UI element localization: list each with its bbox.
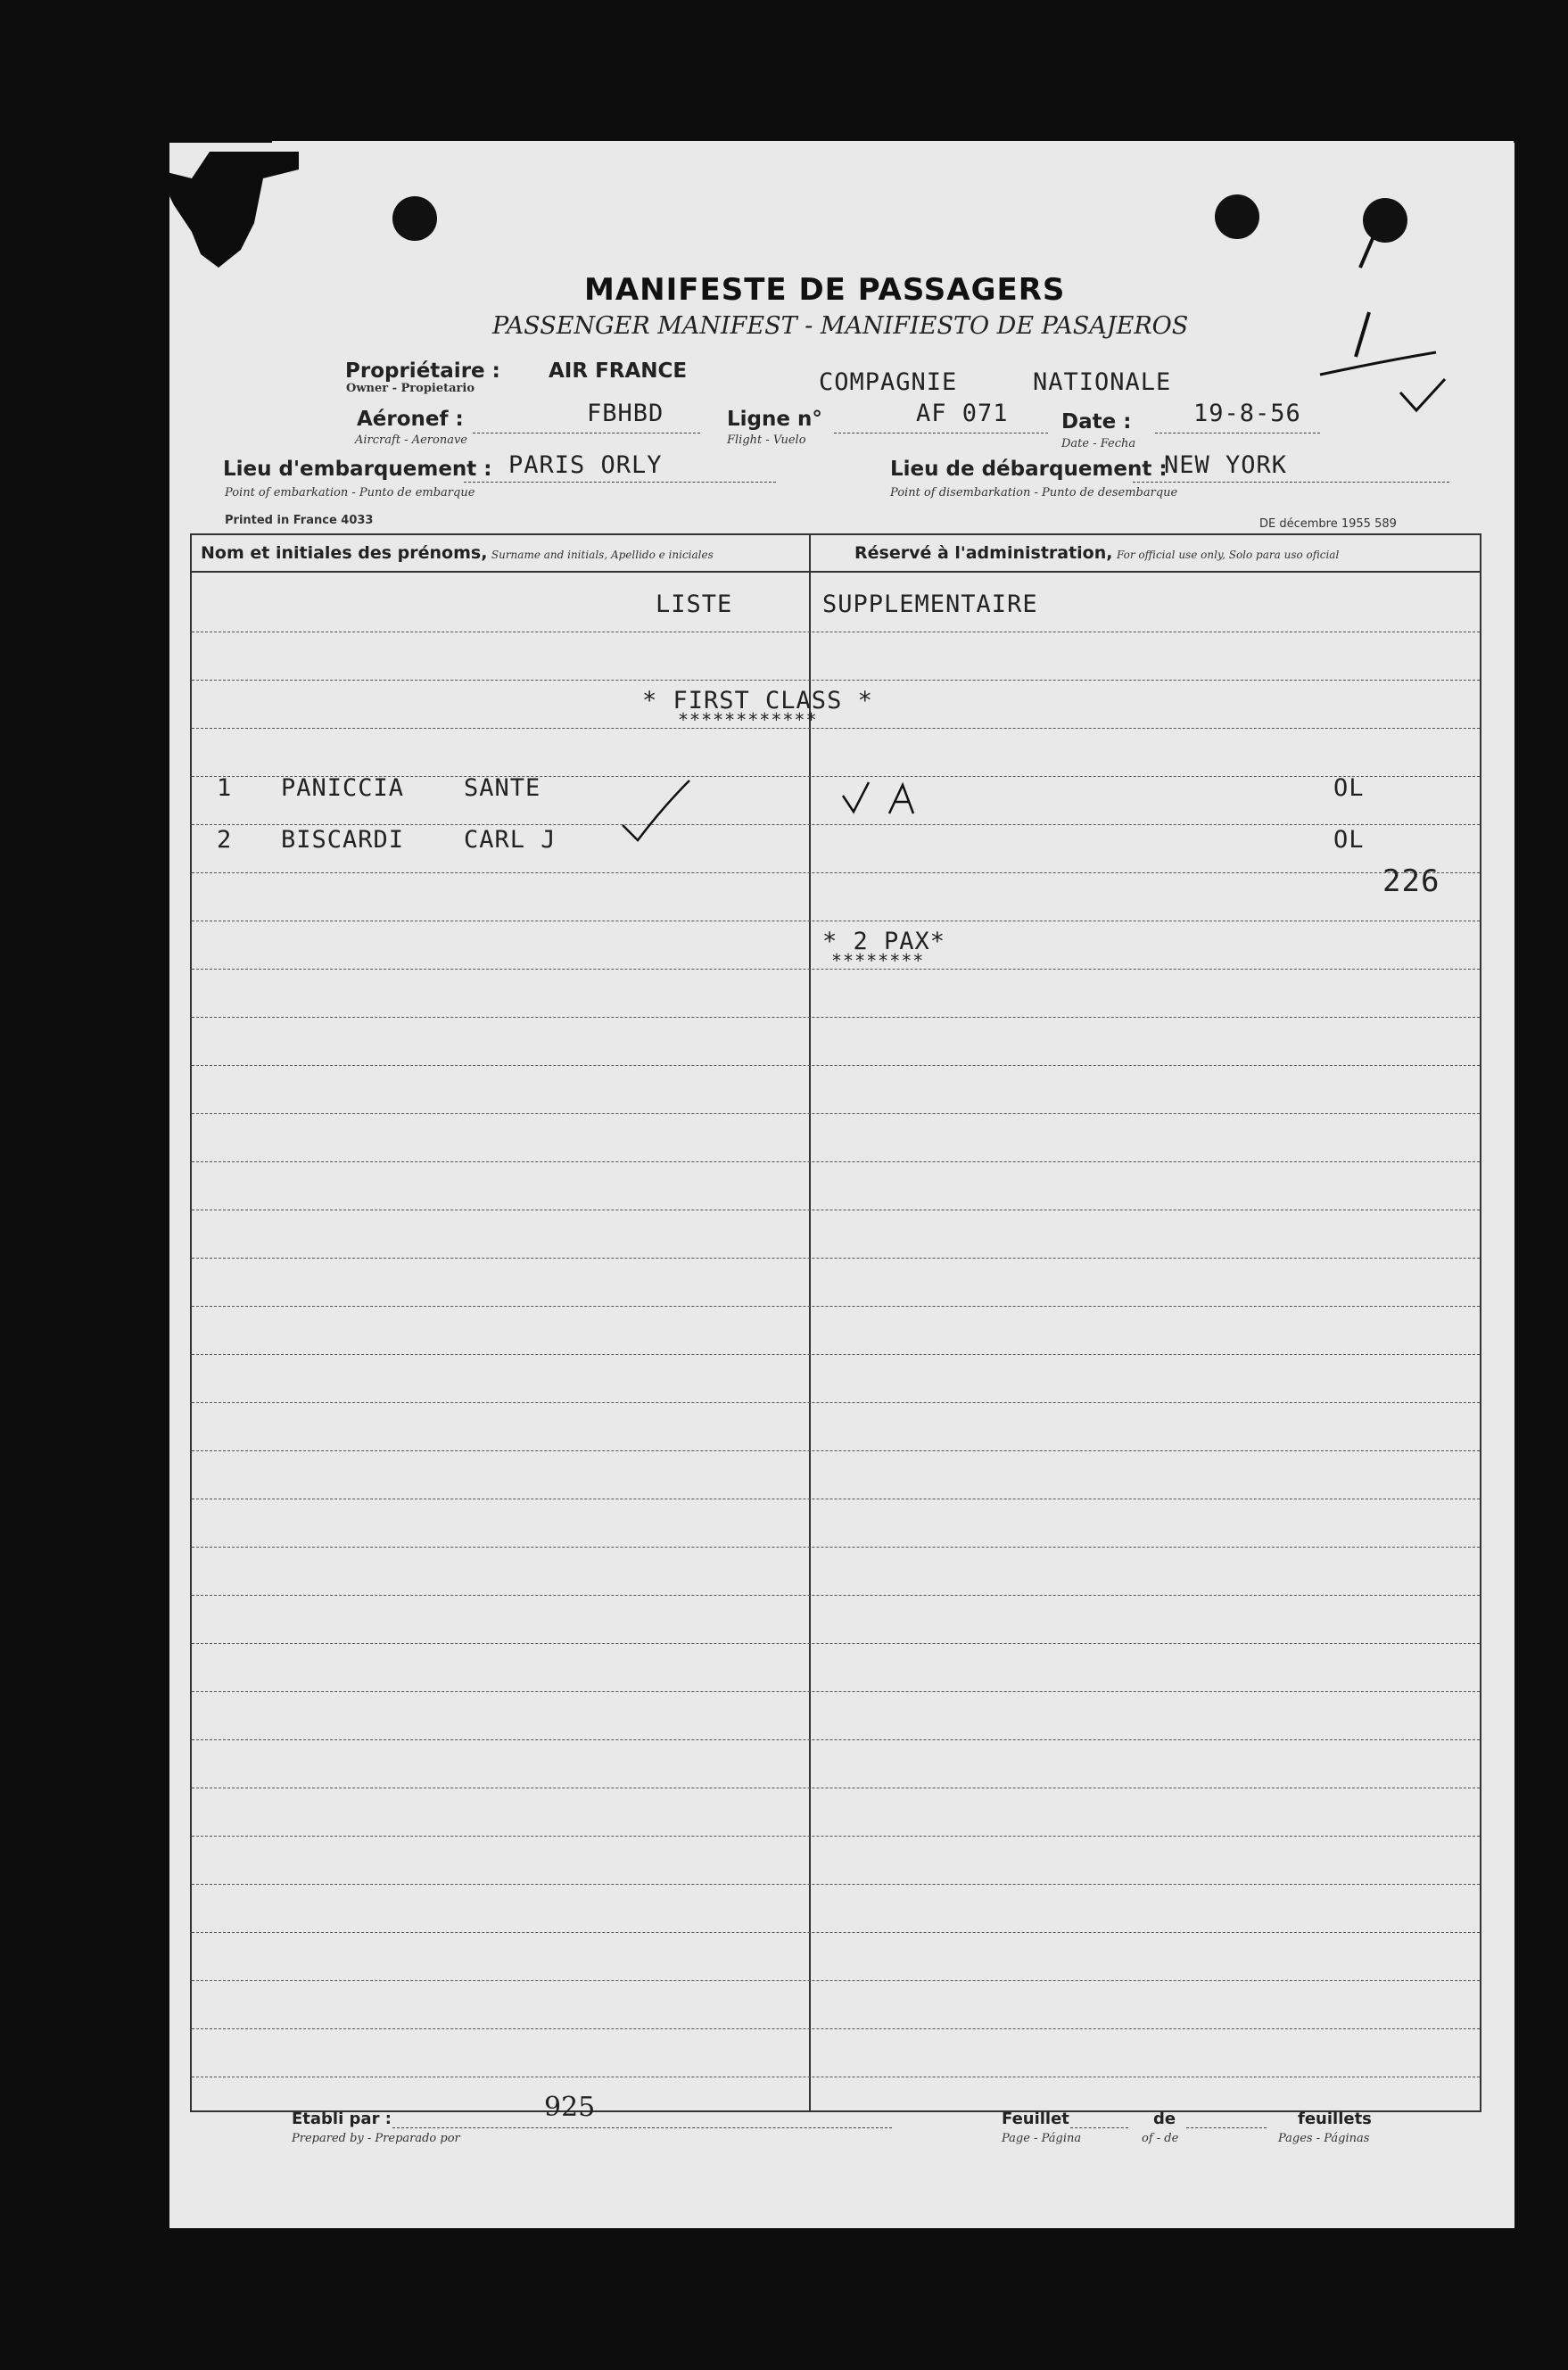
check-mark-passenger-1 (618, 776, 698, 847)
passenger-1-code: OL (1333, 774, 1365, 802)
passenger-1-number: 1 (217, 774, 233, 802)
passenger-2-code: OL (1333, 826, 1365, 854)
aircraft-value: FBHBD (587, 400, 664, 427)
of-sublabel: of - de (1142, 2132, 1179, 2145)
date-underline (1155, 433, 1320, 434)
of-label: de (1153, 2110, 1176, 2128)
ruled-line (192, 1402, 1480, 1403)
passenger-1-firstname: SANTE (464, 774, 541, 802)
aircraft-underline (473, 433, 700, 434)
punch-hole-left (392, 196, 437, 241)
company-text-1: COMPAGNIE (819, 368, 958, 396)
flight-label: Ligne n° (727, 408, 822, 431)
ruled-line (192, 1739, 1480, 1740)
form-reference: DE décembre 1955 589 (1259, 517, 1397, 531)
embark-value: PARIS ORLY (508, 451, 663, 479)
prepared-by-underline (392, 2127, 892, 2128)
list-left-text: LISTE (656, 590, 733, 618)
paper-edge (272, 141, 1514, 159)
aircraft-label: Aéronef : (357, 408, 464, 431)
ruled-line (192, 872, 1480, 873)
flight-value: AF 071 (916, 400, 1009, 427)
passenger-2-surname: BISCARDI (281, 826, 405, 854)
ruled-line (192, 1306, 1480, 1307)
flight-sublabel: Flight - Vuelo (727, 434, 806, 447)
total-number: 226 (1382, 863, 1440, 899)
punch-hole-middle (1215, 194, 1259, 239)
page-sublabel: Page - Página (1002, 2132, 1082, 2145)
handwritten-page-mark (1311, 219, 1490, 424)
class-label: * FIRST CLASS * (642, 687, 873, 714)
ruled-line (192, 1980, 1480, 1981)
embark-label: Lieu d'embarquement : (223, 458, 492, 481)
ruled-line (192, 1065, 1480, 1066)
passenger-2-firstname: CARL J (464, 826, 557, 854)
page-underline (1070, 2127, 1128, 2128)
owner-sublabel: Owner - Propietario (346, 382, 475, 395)
disembark-underline (1133, 482, 1449, 483)
disembark-label: Lieu de débarquement : (890, 458, 1168, 481)
aircraft-sublabel: Aircraft - Aeronave (355, 434, 467, 447)
owner-value: AIR FRANCE (549, 359, 688, 383)
prepared-by-number: 925 (544, 2092, 596, 2123)
ruled-line (192, 1017, 1480, 1018)
col-admin-header: Réservé à l'administration, For official use only, Solo para uso oficial (854, 543, 1340, 563)
ruled-line (192, 1643, 1480, 1644)
pages-sublabel: Pages - Páginas (1278, 2132, 1370, 2145)
form-subtitle: PASSENGER MANIFEST - MANIFIESTO DE PASAJEROS (492, 312, 1189, 340)
date-label: Date : (1061, 410, 1132, 434)
passenger-table (190, 533, 1481, 2145)
passenger-1-surname: PANICCIA (281, 774, 405, 802)
ruled-line (192, 728, 1480, 729)
ruled-line (192, 1258, 1480, 1259)
ruled-line (192, 1354, 1480, 1355)
date-value: 19-8-56 (1193, 400, 1301, 427)
embark-underline (464, 482, 776, 483)
disembark-sublabel: Point of disembarkation - Punto de desembarque (890, 486, 1178, 500)
pax-stars: ******** (831, 950, 925, 971)
pax-count: * 2 PAX* (822, 928, 946, 955)
col-name-header: Nom et initiales des prénoms, Surname and initials, Apellido e iniciales (201, 543, 714, 563)
page-label: Feuillet (1002, 2110, 1069, 2128)
flight-underline (834, 433, 1048, 434)
ruled-line (192, 1932, 1480, 1933)
ruled-line (192, 680, 1480, 681)
ruled-line (192, 2028, 1480, 2029)
admin-check-mark (840, 778, 929, 822)
owner-label: Propriétaire : (345, 359, 500, 383)
date-sublabel: Date - Fecha (1061, 437, 1136, 450)
ruled-line (192, 1691, 1480, 1692)
of-underline (1186, 2127, 1267, 2128)
printed-note: Printed in France 4033 (225, 514, 374, 527)
form-title: MANIFESTE DE PASSAGERS (584, 272, 1066, 308)
column-divider (809, 535, 811, 2110)
ruled-line (192, 1595, 1480, 1596)
prepared-by-label: Etabli par : (292, 2110, 392, 2128)
ruled-line (192, 1547, 1480, 1548)
pages-label: feuillets (1298, 2110, 1372, 2128)
ruled-line (192, 1836, 1480, 1837)
passenger-2-number: 2 (217, 826, 233, 854)
table-header (192, 535, 1480, 573)
ruled-line (192, 1450, 1480, 1451)
torn-corner (156, 152, 299, 277)
prepared-by-sublabel: Prepared by - Preparado por (292, 2132, 460, 2145)
embark-sublabel: Point of embarkation - Punto de embarque (225, 486, 475, 500)
disembark-value: NEW YORK (1164, 451, 1288, 479)
ruled-line (192, 1161, 1480, 1162)
ruled-line (192, 1113, 1480, 1114)
ruled-line (192, 824, 1480, 825)
company-text-2: NATIONALE (1033, 368, 1172, 396)
class-stars: ************ (678, 709, 818, 731)
ruled-line (192, 1884, 1480, 1885)
list-right-text: SUPPLEMENTAIRE (822, 590, 1038, 618)
